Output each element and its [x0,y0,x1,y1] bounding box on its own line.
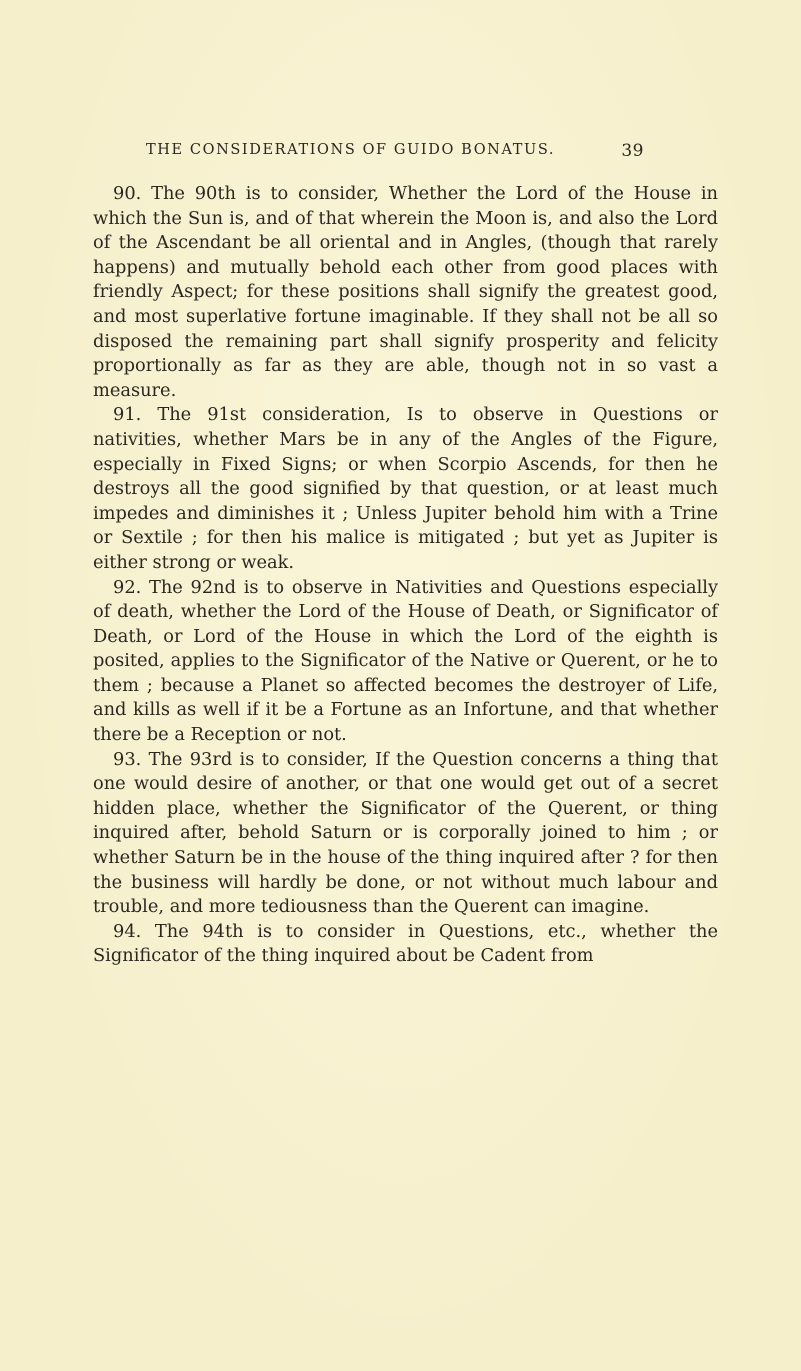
paragraph-94: 94. The 94th is to consider in Questions, etc., whether the Significator of the thing inquired about be Cadent from [93,920,718,967]
paragraph-90: 90. The 90th is to consider, Whether the Lord of the House in which the Sun is, and of that wherein the Moon is, and also the Lord of the Ascendant be all oriental and in Angles, (though that rarely happens) and mutually behold each other from good places with friendly Aspect; for these positions shall signify the greatest good, and most superlative fortune imaginable. If they shall not be all so disposed the remaining part shall signify prosperity and felicity proportionally as far as they are able, though not in so vast a measure. [93,183,718,401]
body-text [93,182,718,969]
paragraph-93: 93. The 93rd is to consider, If the Question concerns a thing that one would desire of another, or that one would get out of a secret hidden place, whether the Significator of the Querent, or thing inquired after, behold Saturn or is corporally joined to him ; or whether Saturn be in the house of the thing inquired after ? for then the business will hardly be done, or not without much labour and trouble, and more tediousness than the Querent can imagine. [93,748,718,918]
running-head [136,142,656,168]
paragraph-91: 91. The 91st consideration, Is to observe in Questions or nativities, whether Mars be in any of the Angles of the Figure, especially in Fixed Signs; or when Scorpio Ascends, for then he destroys all the good signified by that question, or at least much impedes and diminishes it ; Unless Jupiter behold him with a Trine or Sextile ; for then his malice is mitigated ; but yet as Jupiter is either strong or weak. [93,404,718,573]
paragraph-92: 92. The 92nd is to observe in Nativities and Questions especially of death, whether the Lord of the House of Death, or Significator of Death, or Lord of the House in which the Lord of the eighth is posited, applies to the Significator of the Native or Querent, or he to them ; because a Planet so affected becomes the destroyer of Life, and kills as well if it be a Fortune as an Infortune, and that whether there be a Reception or not. [93,576,718,746]
page-number: 39 [621,141,644,161]
running-title: THE CONSIDERATIONS OF GUIDO BONATUS. [146,142,556,158]
